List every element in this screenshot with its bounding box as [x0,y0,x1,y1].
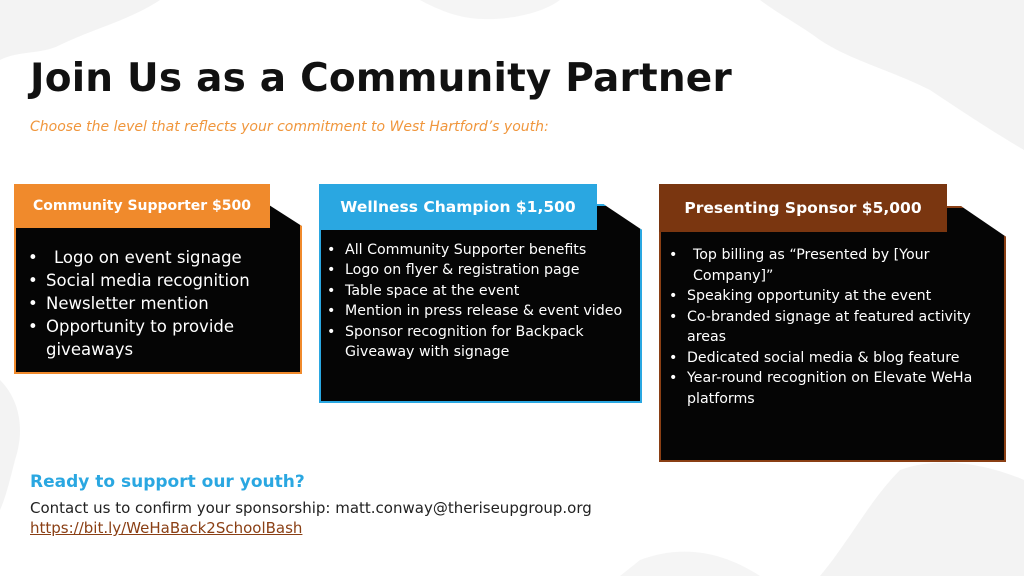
contact-text: Contact us to confirm your sponsorship: matt.conway@theriseupgroup.org [30,499,592,517]
benefit-list [323,240,623,362]
benefit-item: • All Community Supporter benefits [323,240,623,260]
benefit-item: • Logo on flyer & registration page [323,260,623,280]
tier-card-community-supporter [14,184,302,374]
benefit-list [665,245,985,409]
tier-card-presenting-sponsor [659,184,1006,462]
benefit-item: • Top billing as “Presented by [Your Company]” [665,245,985,286]
benefit-item: • Table space at the event [323,281,623,301]
benefit-item: • Year-round recognition on Elevate WeHa platforms [665,368,985,409]
benefit-list [24,246,286,361]
benefit-item: • Co-branded signage at featured activity areas [665,307,985,348]
tier-title: Wellness Champion $1,500 [319,184,597,230]
benefit-item: • Social media recognition [24,269,286,292]
benefit-item: • Sponsor recognition for Backpack Giveaway with signage [323,322,623,363]
cta-heading: Ready to support our youth? [30,472,305,492]
tier-title: Presenting Sponsor $5,000 [659,184,947,232]
tier-card-wellness-champion [319,184,642,403]
page-title: Join Us as a Community Partner [30,56,732,101]
tier-title: Community Supporter $500 [14,184,270,228]
benefit-item: • Newsletter mention [24,292,286,315]
benefit-item: • Mention in press release & event video [323,301,623,321]
benefit-item: • Dedicated social media & blog feature [665,348,985,369]
sponsor-link[interactable]: https://bit.ly/WeHaBack2SchoolBash [30,519,303,537]
benefit-item: • Opportunity to provide giveaways [24,315,286,361]
page-subtitle: Choose the level that reflects your commitment to West Hartford’s youth: [30,119,549,135]
benefit-item: • Logo on event signage [24,246,286,269]
benefit-item: • Speaking opportunity at the event [665,286,985,307]
